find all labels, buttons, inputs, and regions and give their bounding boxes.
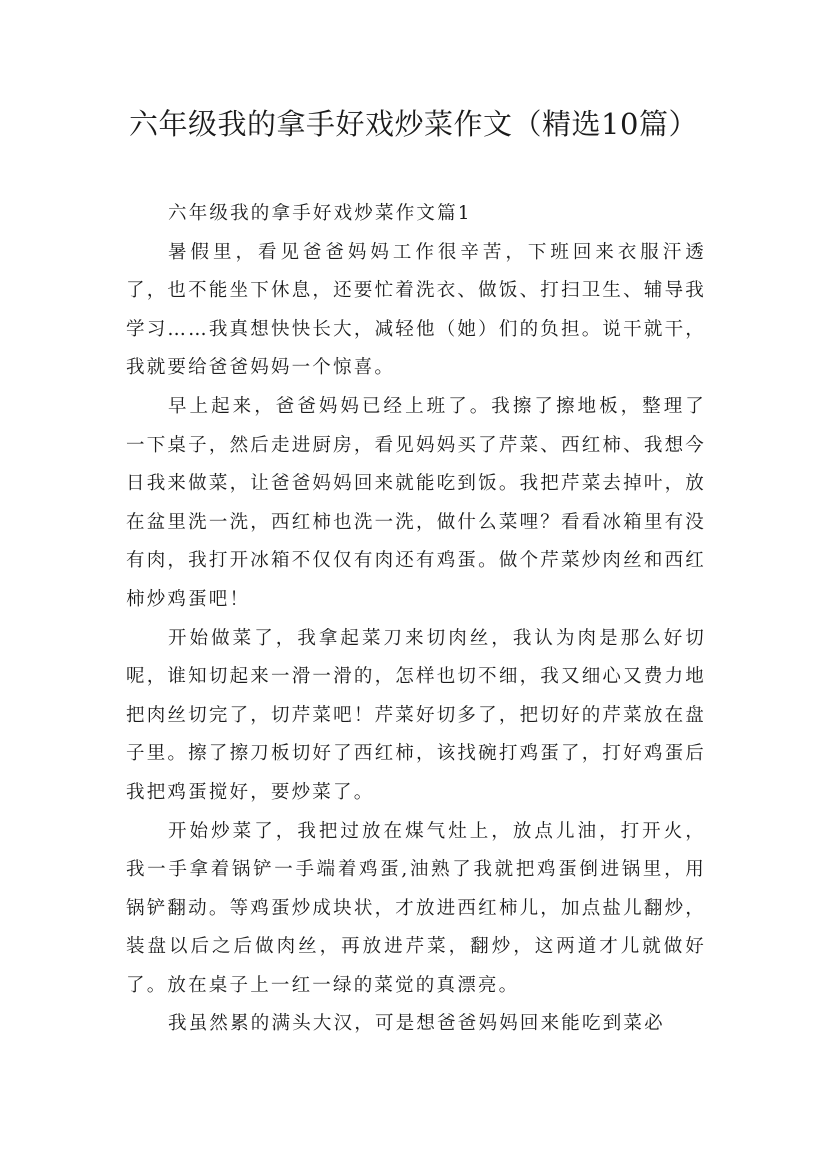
section-heading: 六年级我的拿手好戏炒菜作文篇1 — [168, 203, 472, 224]
document-title: 六年级我的拿手好戏炒菜作文（精选10篇） — [129, 107, 698, 141]
paragraph-2: 早上起来，爸爸妈妈已经上班了。我擦了擦地板，整理了一下桌子，然后走进厨房，看见妈妈买了芹菜、西红柿、我想今日我来做菜，让爸爸妈妈回来就能吃到饭。我把芹菜去掉叶，放在盆里洗一洗，西红柿也洗一洗，做什么菜哩？看看冰箱里有没有肉，我打开冰箱不仅仅有肉还有鸡蛋。做个芹菜炒肉丝和西红柿炒鸡蛋吧！ — [126, 395, 706, 610]
paragraph-5: 我虽然累的满头大汉，可是想爸爸妈妈回来能吃到菜必 — [168, 1013, 665, 1035]
document-body — [126, 195, 706, 1044]
paragraph-3: 开始做菜了，我拿起菜刀来切肉丝，我认为肉是那么好切呢，谁知切起来一滑一滑的，怎样也切不细，我又细心又费力地把肉丝切完了，切芹菜吧！芹菜好切多了，把切好的芹菜放在盘子里。擦了擦刀板切好了西红柿，该找碗打鸡蛋了，打好鸡蛋后我把鸡蛋搅好，要炒菜了。 — [126, 627, 706, 803]
paragraph-4: 开始炒菜了，我把过放在煤气灶上，放点儿油，打开火，我一手拿着锅铲一手端着鸡蛋,油熟了我就把鸡蛋倒进锅里，用锅铲翻动。等鸡蛋炒成块状，才放进西红柿儿，加点盐儿翻炒，装盘以后之后做肉丝，再放进芹菜，翻炒，这两道才儿就做好了。放在桌子上一红一绿的菜觉的真漂亮。 — [126, 820, 706, 996]
paragraph-1: 暑假里，看见爸爸妈妈工作很辛苦，下班回来衣服汗透了，也不能坐下休息，还要忙着洗衣、做饭、打扫卫生、辅导我学习……我真想快快长大，减轻他（她）们的负担。说干就干，我就要给爸爸妈妈一个惊喜。 — [126, 241, 706, 379]
